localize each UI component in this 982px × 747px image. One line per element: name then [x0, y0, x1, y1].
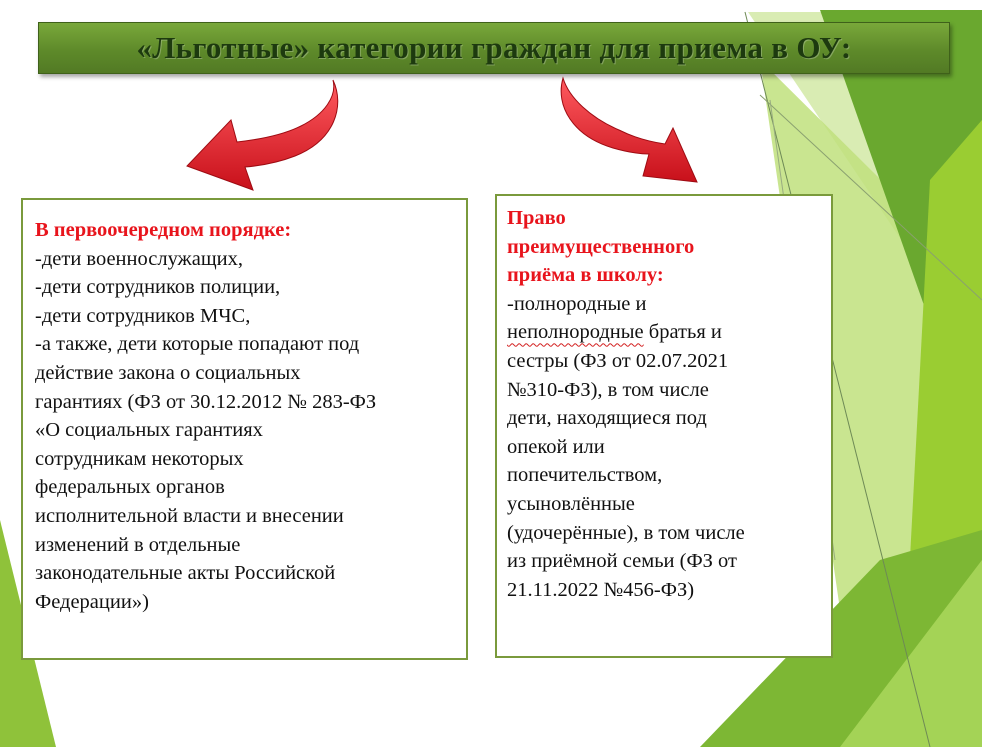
right-box-line: сестры (ФЗ от 02.07.2021 — [507, 349, 729, 372]
right-box-line: дети, находящиеся под — [507, 407, 707, 430]
right-box-line: опекой или — [507, 435, 605, 458]
left-box-heading: В первоочередном порядке: — [35, 219, 292, 241]
right-box-line — [507, 318, 823, 347]
left-box-line: -дети сотрудников МЧС, — [35, 304, 251, 327]
right-box-line: из приёмной семьи (ФЗ от — [507, 550, 737, 573]
right-box-line: усыновлённые — [507, 492, 635, 515]
left-box-line: гарантиях (ФЗ от 30.12.2012 № 283-ФЗ — [35, 390, 377, 413]
spellcheck-word: неполнородные — [507, 321, 644, 344]
left-text-box — [21, 198, 468, 660]
right-box-heading: приёма в школу: — [507, 264, 664, 287]
left-box-line: -дети военнослужащих, — [35, 247, 243, 270]
left-box-line: Федерации») — [35, 590, 149, 613]
left-box-line: изменений в отдельные — [35, 533, 241, 556]
left-box-line: действие закона о социальных — [35, 361, 301, 384]
left-box-line: «О социальных гарантиях — [35, 419, 263, 442]
left-curved-arrow-icon — [185, 78, 355, 193]
right-box-line: №310-ФЗ), в том числе — [507, 378, 709, 401]
left-box-line: сотрудникам некоторых — [35, 447, 244, 470]
right-box-line: (удочерённые), в том числе — [507, 521, 745, 544]
title-bar — [38, 22, 950, 74]
right-box-heading: преимущественного — [507, 235, 695, 258]
left-box-line: исполнительной власти и внесении — [35, 504, 344, 527]
right-curved-arrow-icon — [555, 76, 700, 188]
left-box-line: -дети сотрудников полиции, — [35, 276, 281, 299]
right-box-line: 21.11.2022 №456-ФЗ) — [507, 578, 695, 601]
right-box-line-rest: братья и — [643, 321, 722, 344]
left-box-line: -а также, дети которые попадают под — [35, 333, 360, 356]
slide-title: «Льготные» категории граждан для приема в ОУ: — [136, 30, 852, 65]
right-box-line: попечительством, — [507, 464, 663, 487]
right-box-line: -полнородные и — [507, 292, 647, 315]
left-box-line: законодательные акты Российской — [35, 562, 336, 585]
right-box-heading: Право — [507, 207, 566, 229]
right-text-box — [495, 194, 833, 658]
left-box-line: федеральных органов — [35, 476, 225, 499]
